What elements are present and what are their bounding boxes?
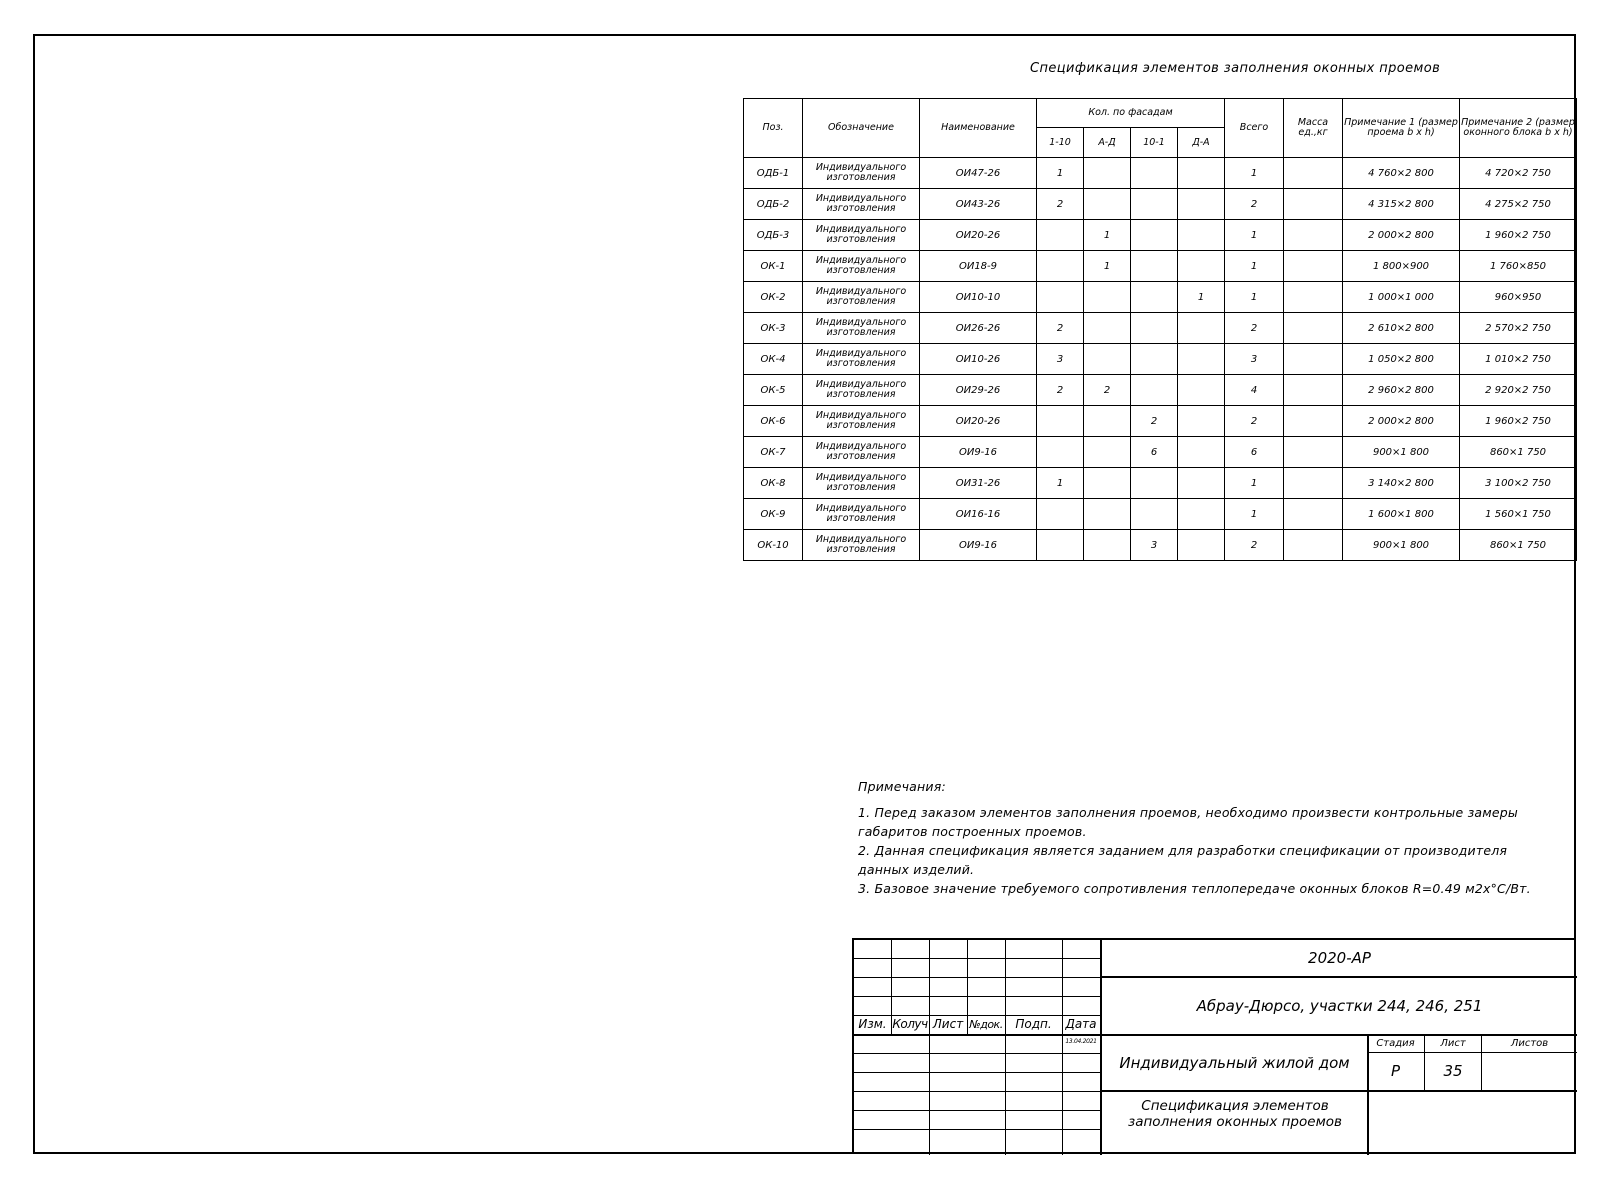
cell-designation: Индивидуального изготовления <box>803 437 920 468</box>
title-block <box>852 938 1575 1153</box>
cell-f4 <box>1178 344 1225 375</box>
cell-mass <box>1284 406 1343 437</box>
cell-f1: 2 <box>1037 375 1084 406</box>
table-row <box>744 437 1577 468</box>
cell-name: ОИ9-16 <box>920 530 1037 561</box>
cell-pos: ОК-5 <box>744 375 803 406</box>
cell-name: ОИ47-26 <box>920 158 1037 189</box>
cell-note1: 900×1 800 <box>1343 437 1460 468</box>
table-row <box>744 251 1577 282</box>
cell-designation: Индивидуального изготовления <box>803 220 920 251</box>
cell-total: 1 <box>1225 499 1284 530</box>
header-mass: Масса ед.,кг <box>1284 99 1343 158</box>
cell-name: ОИ9-16 <box>920 437 1037 468</box>
cell-total: 1 <box>1225 220 1284 251</box>
cell-f3 <box>1131 282 1178 313</box>
header-facade-3: 10-1 <box>1131 128 1178 158</box>
cell-total: 2 <box>1225 530 1284 561</box>
cell-designation: Индивидуального изготовления <box>803 530 920 561</box>
cell-pos: ОК-8 <box>744 468 803 499</box>
tb-col-list: Лист <box>932 1017 964 1031</box>
cell-f4 <box>1178 468 1225 499</box>
cell-note1: 1 050×2 800 <box>1343 344 1460 375</box>
cell-designation: Индивидуального изготовления <box>803 499 920 530</box>
header-designation: Обозначение <box>803 99 920 158</box>
cell-mass <box>1284 189 1343 220</box>
cell-mass <box>1284 530 1343 561</box>
cell-mass <box>1284 499 1343 530</box>
table-row <box>744 158 1577 189</box>
cell-mass <box>1284 375 1343 406</box>
cell-f1: 2 <box>1037 313 1084 344</box>
spec-table <box>743 98 1577 561</box>
cell-note2: 1 760×850 <box>1460 251 1577 282</box>
cell-name: ОИ20-26 <box>920 220 1037 251</box>
cell-designation: Индивидуального изготовления <box>803 375 920 406</box>
cell-pos: ОК-4 <box>744 344 803 375</box>
cell-name: ОИ20-26 <box>920 406 1037 437</box>
cell-total: 6 <box>1225 437 1284 468</box>
cell-f1 <box>1037 406 1084 437</box>
cell-note2: 860×1 750 <box>1460 437 1577 468</box>
cell-f3 <box>1131 375 1178 406</box>
cell-total: 1 <box>1225 251 1284 282</box>
cell-pos: ОК-10 <box>744 530 803 561</box>
table-row <box>744 499 1577 530</box>
cell-note2: 960×950 <box>1460 282 1577 313</box>
cell-f2 <box>1084 344 1131 375</box>
header-note2: Примечание 2 (размер оконного блока b х h) <box>1460 99 1577 158</box>
cell-note2: 1 960×2 750 <box>1460 406 1577 437</box>
cell-total: 2 <box>1225 406 1284 437</box>
cell-note1: 2 000×2 800 <box>1343 406 1460 437</box>
cell-total: 1 <box>1225 282 1284 313</box>
cell-note2: 2 570×2 750 <box>1460 313 1577 344</box>
cell-pos: ОК-7 <box>744 437 803 468</box>
tb-stage: Р <box>1390 1062 1401 1080</box>
cell-f2 <box>1084 313 1131 344</box>
cell-f4: 1 <box>1178 282 1225 313</box>
cell-note1: 3 140×2 800 <box>1343 468 1460 499</box>
cell-note1: 900×1 800 <box>1343 530 1460 561</box>
cell-pos: ОК-2 <box>744 282 803 313</box>
cell-note2: 2 920×2 750 <box>1460 375 1577 406</box>
cell-f3 <box>1131 189 1178 220</box>
header-facade-4: Д-А <box>1178 128 1225 158</box>
cell-f4 <box>1178 158 1225 189</box>
cell-f1 <box>1037 282 1084 313</box>
cell-note2: 3 100×2 750 <box>1460 468 1577 499</box>
tb-col-podp: Подп. <box>1015 1017 1052 1031</box>
cell-f2 <box>1084 437 1131 468</box>
cell-f1 <box>1037 499 1084 530</box>
tb-date: 13.04.2021 <box>1065 1038 1097 1045</box>
cell-name: ОИ43-26 <box>920 189 1037 220</box>
cell-pos: ОК-9 <box>744 499 803 530</box>
cell-name: ОИ10-26 <box>920 344 1037 375</box>
cell-mass <box>1284 158 1343 189</box>
cell-note1: 4 315×2 800 <box>1343 189 1460 220</box>
cell-note1: 1 600×1 800 <box>1343 499 1460 530</box>
cell-f4 <box>1178 375 1225 406</box>
table-row <box>744 468 1577 499</box>
cell-f4 <box>1178 499 1225 530</box>
table-row <box>744 375 1577 406</box>
cell-designation: Индивидуального изготовления <box>803 282 920 313</box>
cell-designation: Индивидуального изготовления <box>803 158 920 189</box>
cell-f2 <box>1084 406 1131 437</box>
cell-f1: 3 <box>1037 344 1084 375</box>
cell-pos: ОДБ-3 <box>744 220 803 251</box>
header-facades: Кол. по фасадам <box>1037 99 1225 128</box>
header-pos: Поз. <box>744 99 803 158</box>
tb-code: 2020-АР <box>1308 949 1371 967</box>
cell-f3 <box>1131 499 1178 530</box>
cell-note1: 1 000×1 000 <box>1343 282 1460 313</box>
cell-note2: 1 010×2 750 <box>1460 344 1577 375</box>
cell-designation: Индивидуального изготовления <box>803 189 920 220</box>
tb-object: Индивидуальный жилой дом <box>1119 1054 1350 1072</box>
table-row <box>744 530 1577 561</box>
note-item: 2. Данная спецификация является заданием для разработки спецификации от производителя данных изделий. <box>858 843 1508 877</box>
cell-f3 <box>1131 251 1178 282</box>
cell-name: ОИ10-10 <box>920 282 1037 313</box>
cell-total: 4 <box>1225 375 1284 406</box>
cell-f1 <box>1037 251 1084 282</box>
tb-project: Абрау-Дюрсо, участки 244, 246, 251 <box>1196 997 1483 1015</box>
tb-col-ndok: №док. <box>969 1018 1003 1031</box>
cell-note1: 1 800×900 <box>1343 251 1460 282</box>
cell-f3: 3 <box>1131 530 1178 561</box>
tb-sheet: 35 <box>1443 1062 1463 1080</box>
note-item: 1. Перед заказом элементов заполнения проемов, необходимо произвести контрольные замеры габаритов построенных проемов. <box>858 805 1518 839</box>
cell-total: 1 <box>1225 468 1284 499</box>
cell-total: 2 <box>1225 313 1284 344</box>
cell-note2: 860×1 750 <box>1460 530 1577 561</box>
tb-col-izm: Изм. <box>858 1017 887 1031</box>
cell-mass <box>1284 282 1343 313</box>
table-row <box>744 313 1577 344</box>
cell-f1 <box>1037 437 1084 468</box>
cell-f2 <box>1084 530 1131 561</box>
header-name: Наименование <box>920 99 1037 158</box>
cell-f1: 1 <box>1037 468 1084 499</box>
cell-f1: 2 <box>1037 189 1084 220</box>
cell-f2 <box>1084 499 1131 530</box>
cell-f2 <box>1084 468 1131 499</box>
cell-f4 <box>1178 406 1225 437</box>
cell-designation: Индивидуального изготовления <box>803 468 920 499</box>
notes <box>858 777 1548 898</box>
tb-sheet-title: Спецификация элементов заполнения оконных проемов <box>1128 1098 1342 1130</box>
tb-col-koluch: Колуч <box>892 1017 928 1031</box>
cell-f4 <box>1178 530 1225 561</box>
cell-f3 <box>1131 468 1178 499</box>
cell-mass <box>1284 344 1343 375</box>
cell-mass <box>1284 437 1343 468</box>
cell-name: ОИ18-9 <box>920 251 1037 282</box>
cell-f2: 2 <box>1084 375 1131 406</box>
header-total: Всего <box>1225 99 1284 158</box>
tb-sheet-label: Лист <box>1440 1038 1466 1049</box>
cell-mass <box>1284 251 1343 282</box>
table-row <box>744 406 1577 437</box>
cell-designation: Индивидуального изготовления <box>803 313 920 344</box>
cell-f2: 1 <box>1084 251 1131 282</box>
cell-f4 <box>1178 313 1225 344</box>
cell-note2: 4 275×2 750 <box>1460 189 1577 220</box>
tb-col-data: Дата <box>1065 1017 1097 1031</box>
spec-title: Спецификация элементов заполнения оконных проемов <box>1030 61 1441 76</box>
cell-f1: 1 <box>1037 158 1084 189</box>
cell-pos: ОК-3 <box>744 313 803 344</box>
cell-name: ОИ16-16 <box>920 499 1037 530</box>
cell-note1: 4 760×2 800 <box>1343 158 1460 189</box>
cell-note2: 1 960×2 750 <box>1460 220 1577 251</box>
cell-f3 <box>1131 344 1178 375</box>
tb-stage-label: Стадия <box>1376 1038 1415 1049</box>
cell-f4 <box>1178 251 1225 282</box>
cell-note1: 2 000×2 800 <box>1343 220 1460 251</box>
cell-f3: 6 <box>1131 437 1178 468</box>
cell-mass <box>1284 313 1343 344</box>
cell-f1 <box>1037 220 1084 251</box>
cell-note2: 1 560×1 750 <box>1460 499 1577 530</box>
header-facade-1: 1-10 <box>1037 128 1084 158</box>
table-row <box>744 282 1577 313</box>
cell-note1: 2 610×2 800 <box>1343 313 1460 344</box>
table-row <box>744 189 1577 220</box>
cell-f3 <box>1131 313 1178 344</box>
cell-f2 <box>1084 158 1131 189</box>
cell-f3 <box>1131 158 1178 189</box>
cell-f3 <box>1131 220 1178 251</box>
cell-pos: ОДБ-2 <box>744 189 803 220</box>
cell-pos: ОК-1 <box>744 251 803 282</box>
cell-total: 1 <box>1225 158 1284 189</box>
cell-name: ОИ29-26 <box>920 375 1037 406</box>
cell-note2: 4 720×2 750 <box>1460 158 1577 189</box>
cell-f1 <box>1037 530 1084 561</box>
cell-total: 3 <box>1225 344 1284 375</box>
table-row <box>744 220 1577 251</box>
cell-f2 <box>1084 189 1131 220</box>
notes-title: Примечания: <box>858 779 946 794</box>
cell-f4 <box>1178 189 1225 220</box>
cell-name: ОИ31-26 <box>920 468 1037 499</box>
header-facade-2: А-Д <box>1084 128 1131 158</box>
cell-f2 <box>1084 282 1131 313</box>
cell-mass <box>1284 220 1343 251</box>
note-item: 3. Базовое значение требуемого сопротивления теплопередаче оконных блоков R=0.49 м2х°С/Вт. <box>858 881 1531 896</box>
cell-f4 <box>1178 437 1225 468</box>
cell-mass <box>1284 468 1343 499</box>
cell-f4 <box>1178 220 1225 251</box>
cell-pos: ОДБ-1 <box>744 158 803 189</box>
cell-designation: Индивидуального изготовления <box>803 406 920 437</box>
cell-f2: 1 <box>1084 220 1131 251</box>
header-note1: Примечание 1 (размер проема b х h) <box>1343 99 1460 158</box>
cell-note1: 2 960×2 800 <box>1343 375 1460 406</box>
cell-designation: Индивидуального изготовления <box>803 251 920 282</box>
tb-sheets-label: Листов <box>1510 1038 1549 1049</box>
cell-name: ОИ26-26 <box>920 313 1037 344</box>
cell-f3: 2 <box>1131 406 1178 437</box>
cell-pos: ОК-6 <box>744 406 803 437</box>
cell-designation: Индивидуального изготовления <box>803 344 920 375</box>
table-row <box>744 344 1577 375</box>
cell-total: 2 <box>1225 189 1284 220</box>
